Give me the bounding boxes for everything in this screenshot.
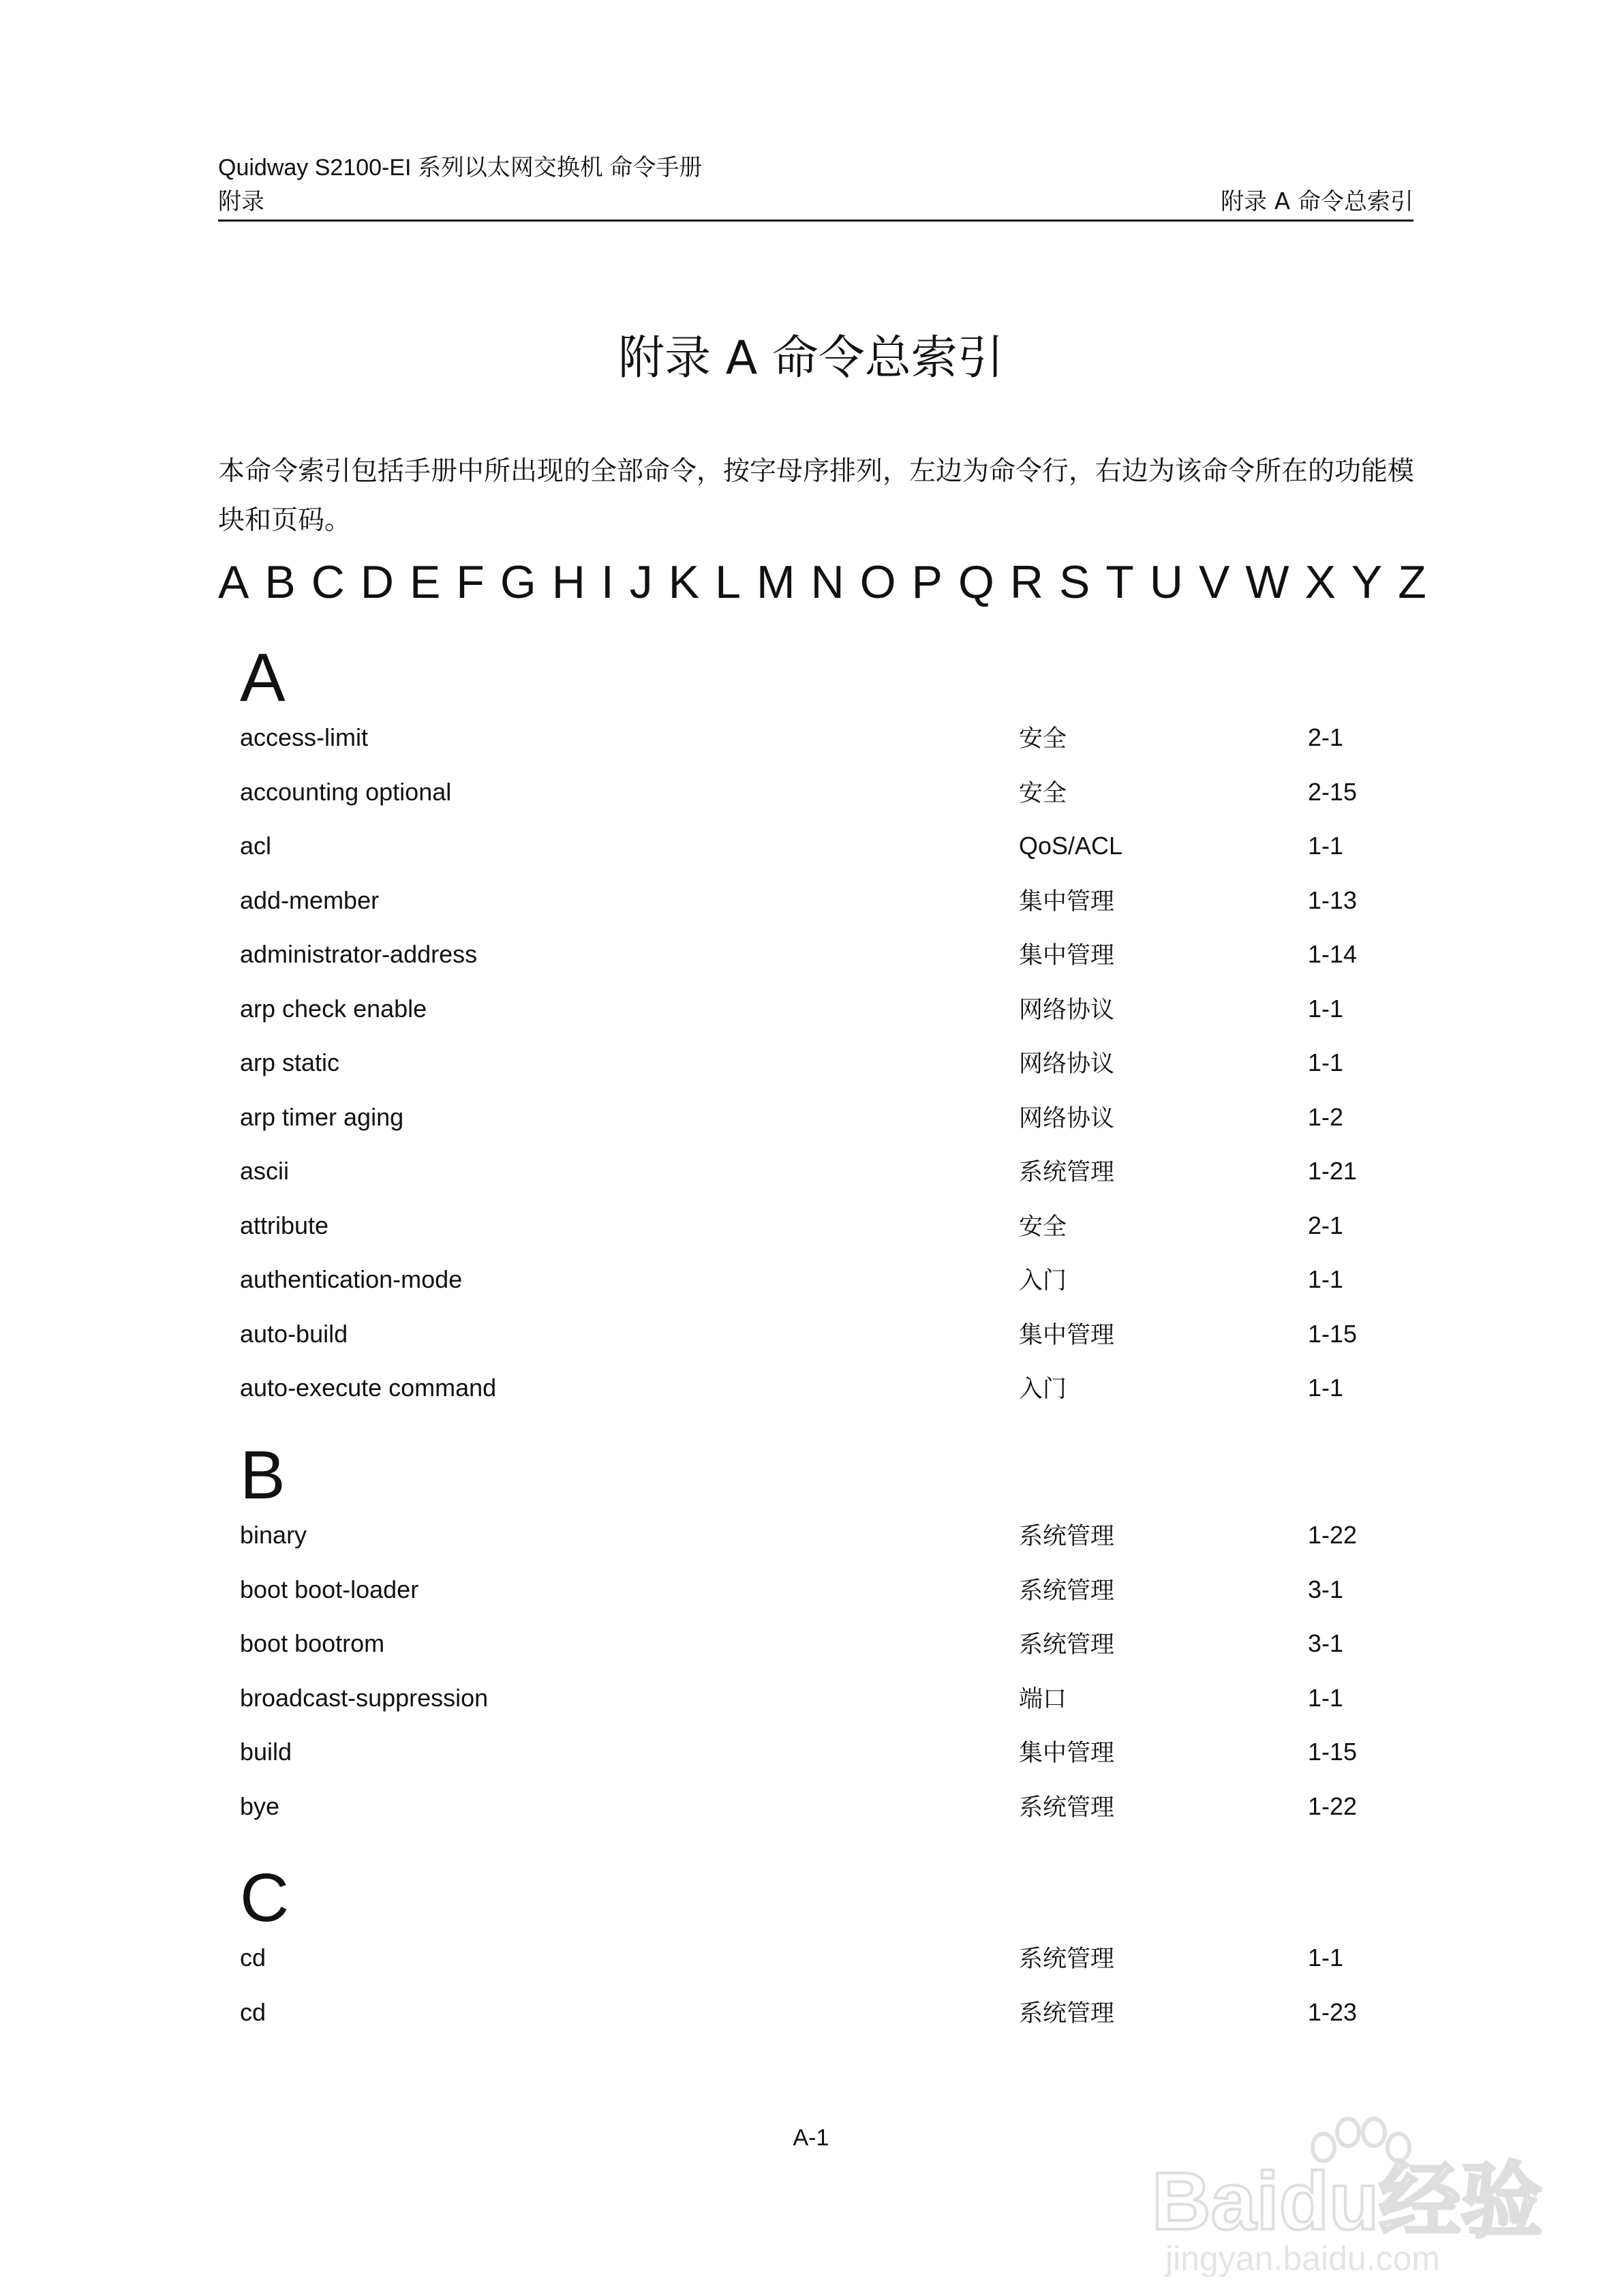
index-entry bbox=[240, 1792, 1426, 1846]
index-entry bbox=[240, 1373, 1426, 1428]
page-reference: 1-1 bbox=[1308, 1683, 1344, 1712]
running-header-chapter: 附录 A 命令总索引 bbox=[1221, 188, 1413, 215]
command-name: arp static bbox=[240, 1048, 340, 1076]
page-reference: 1-15 bbox=[1308, 1738, 1358, 1766]
index-entry bbox=[240, 886, 1426, 940]
page-reference: 2-1 bbox=[1308, 1211, 1344, 1239]
index-section-b bbox=[240, 1437, 1426, 1845]
module-name: 系统管理 bbox=[1019, 1999, 1115, 2027]
command-name: authentication-mode bbox=[240, 1265, 463, 1293]
index-entry bbox=[240, 1156, 1426, 1211]
module-name: 集中管理 bbox=[1019, 888, 1115, 916]
alphabet-link-h[interactable]: H bbox=[551, 556, 585, 608]
intro-paragraph: 本命令索引包括手册中所出现的全部命令，按字母序排列，左边为命令行，右边为该命令所在的功能模块和页码。 bbox=[218, 456, 1415, 536]
module-name: 安全 bbox=[1019, 725, 1067, 753]
page-reference: 1-1 bbox=[1308, 1374, 1344, 1402]
module-name: 系统管理 bbox=[1019, 1523, 1115, 1550]
section-letter: C bbox=[240, 1860, 290, 1936]
page-title: 附录 A 命令总索引 bbox=[618, 331, 1004, 385]
index-entry bbox=[240, 1575, 1426, 1629]
alphabet-link-z[interactable]: Z bbox=[1398, 556, 1426, 608]
alphabet-link-k[interactable]: K bbox=[668, 556, 700, 608]
command-name: cd bbox=[240, 1944, 266, 1972]
command-name: attribute bbox=[240, 1211, 329, 1239]
module-name: 网络协议 bbox=[1019, 1051, 1115, 1078]
alphabet-link-v[interactable]: V bbox=[1199, 556, 1230, 608]
page-number: A-1 bbox=[793, 2125, 829, 2151]
watermark-url: jingyan.baidu.com bbox=[1165, 2239, 1441, 2277]
command-name: arp timer aging bbox=[240, 1102, 404, 1131]
module-name: QoS/ACL bbox=[1019, 832, 1123, 860]
page-reference: 3-1 bbox=[1308, 1575, 1344, 1603]
index-entry bbox=[240, 939, 1426, 994]
baidu-jingyan-watermark bbox=[1145, 2100, 1567, 2277]
command-name: auto-build bbox=[240, 1319, 348, 1348]
entry-list bbox=[240, 1520, 1426, 1845]
module-name: 系统管理 bbox=[1019, 1631, 1115, 1659]
command-name: acl bbox=[240, 832, 272, 860]
page-reference: 1-15 bbox=[1308, 1319, 1358, 1348]
page-reference: 2-1 bbox=[1308, 723, 1344, 751]
command-name: cd bbox=[240, 1997, 266, 2026]
page-reference: 1-22 bbox=[1308, 1521, 1358, 1549]
command-name: ascii bbox=[240, 1157, 290, 1185]
module-name: 系统管理 bbox=[1019, 1946, 1115, 1973]
section-letter: A bbox=[240, 639, 286, 716]
index-entry bbox=[240, 1943, 1426, 1997]
page-reference: 1-1 bbox=[1308, 1048, 1344, 1076]
alphabet-link-q[interactable]: Q bbox=[958, 556, 994, 608]
page-reference: 1-13 bbox=[1308, 886, 1358, 914]
alphabet-link-a[interactable]: A bbox=[218, 556, 249, 608]
alphabet-link-s[interactable]: S bbox=[1059, 556, 1090, 608]
module-name: 入门 bbox=[1019, 1376, 1067, 1403]
command-name: bye bbox=[240, 1792, 280, 1820]
index-entry bbox=[240, 1102, 1426, 1157]
alphabet-navigation bbox=[218, 554, 1426, 611]
section-letter: B bbox=[240, 1437, 286, 1513]
page-reference: 1-22 bbox=[1308, 1792, 1358, 1820]
module-name: 集中管理 bbox=[1019, 1740, 1115, 1767]
page-reference: 1-1 bbox=[1308, 1944, 1344, 1972]
index-entry bbox=[240, 723, 1426, 777]
index-entry bbox=[240, 831, 1426, 886]
module-name: 网络协议 bbox=[1019, 996, 1115, 1024]
command-name: add-member bbox=[240, 886, 380, 914]
command-name: build bbox=[240, 1738, 292, 1766]
running-header-title: Quidway S2100-EI 系列以太网交换机 命令手册 bbox=[218, 155, 703, 181]
alphabet-link-g[interactable]: G bbox=[500, 556, 536, 608]
watermark-brand: Baidu经验 bbox=[1152, 2156, 1543, 2247]
index-entry bbox=[240, 1319, 1426, 1374]
command-name: arp check enable bbox=[240, 994, 427, 1023]
index-entry bbox=[240, 1048, 1426, 1102]
index-entry bbox=[240, 1683, 1426, 1738]
alphabet-link-u[interactable]: U bbox=[1149, 556, 1184, 608]
index-entry bbox=[240, 1211, 1426, 1265]
alphabet-link-w[interactable]: W bbox=[1245, 556, 1289, 608]
alphabet-link-f[interactable]: F bbox=[456, 556, 485, 608]
page-reference: 1-14 bbox=[1308, 940, 1358, 968]
alphabet-link-y[interactable]: Y bbox=[1351, 556, 1383, 608]
page-reference: 1-1 bbox=[1308, 832, 1344, 860]
command-name: access-limit bbox=[240, 723, 369, 751]
alphabet-link-c[interactable]: C bbox=[311, 556, 345, 608]
command-name: boot bootrom bbox=[240, 1629, 385, 1657]
running-header-section: 附录 bbox=[218, 188, 264, 215]
index-entry bbox=[240, 1265, 1426, 1319]
alphabet-link-j[interactable]: J bbox=[629, 556, 653, 608]
header-divider bbox=[218, 220, 1413, 222]
index-entry bbox=[240, 1997, 1426, 2052]
command-name: administrator-address bbox=[240, 940, 478, 968]
alphabet-link-r[interactable]: R bbox=[1009, 556, 1043, 608]
paw-icon bbox=[1313, 2119, 1409, 2161]
page-reference: 1-23 bbox=[1308, 1997, 1358, 2026]
alphabet-link-o[interactable]: O bbox=[859, 556, 896, 608]
page-reference: 3-1 bbox=[1308, 1629, 1344, 1657]
alphabet-link-d[interactable]: D bbox=[360, 556, 394, 608]
module-name: 系统管理 bbox=[1019, 1794, 1115, 1822]
module-name: 安全 bbox=[1019, 1213, 1067, 1241]
module-name: 集中管理 bbox=[1019, 942, 1115, 969]
alphabet-link-e[interactable]: E bbox=[409, 556, 441, 608]
alphabet-link-x[interactable]: X bbox=[1304, 556, 1336, 608]
index-entry bbox=[240, 994, 1426, 1048]
alphabet-link-m[interactable]: M bbox=[756, 556, 795, 608]
entry-list bbox=[240, 1943, 1426, 2051]
module-name: 系统管理 bbox=[1019, 1577, 1115, 1605]
index-section-c bbox=[240, 1862, 1426, 2051]
index-entry bbox=[240, 1737, 1426, 1792]
entry-list bbox=[240, 723, 1426, 1428]
index-entry bbox=[240, 777, 1426, 832]
alphabet-link-l[interactable]: L bbox=[715, 556, 741, 608]
page-reference: 1-2 bbox=[1308, 1102, 1344, 1131]
command-name: broadcast-suppression bbox=[240, 1683, 489, 1712]
alphabet-link-t[interactable]: T bbox=[1105, 556, 1134, 608]
alphabet-link-i[interactable]: I bbox=[600, 556, 614, 608]
page-reference: 1-1 bbox=[1308, 994, 1344, 1023]
module-name: 安全 bbox=[1019, 779, 1067, 807]
page-reference: 1-1 bbox=[1308, 1265, 1344, 1293]
module-name: 端口 bbox=[1019, 1685, 1067, 1713]
page-reference: 1-21 bbox=[1308, 1157, 1358, 1185]
alphabet-link-b[interactable]: B bbox=[264, 556, 296, 608]
alphabet-link-p[interactable]: P bbox=[911, 556, 943, 608]
module-name: 集中管理 bbox=[1019, 1321, 1115, 1349]
module-name: 网络协议 bbox=[1019, 1104, 1115, 1132]
index-entry bbox=[240, 1629, 1426, 1683]
alphabet-link-n[interactable]: N bbox=[810, 556, 844, 608]
index-entry bbox=[240, 1520, 1426, 1575]
page-reference: 2-15 bbox=[1308, 777, 1358, 806]
command-name: accounting optional bbox=[240, 777, 452, 806]
command-name: auto-execute command bbox=[240, 1374, 497, 1402]
command-name: boot boot-loader bbox=[240, 1575, 419, 1603]
index-section-a bbox=[240, 639, 1426, 1428]
module-name: 入门 bbox=[1019, 1267, 1067, 1295]
command-name: binary bbox=[240, 1521, 307, 1549]
module-name: 系统管理 bbox=[1019, 1159, 1115, 1186]
